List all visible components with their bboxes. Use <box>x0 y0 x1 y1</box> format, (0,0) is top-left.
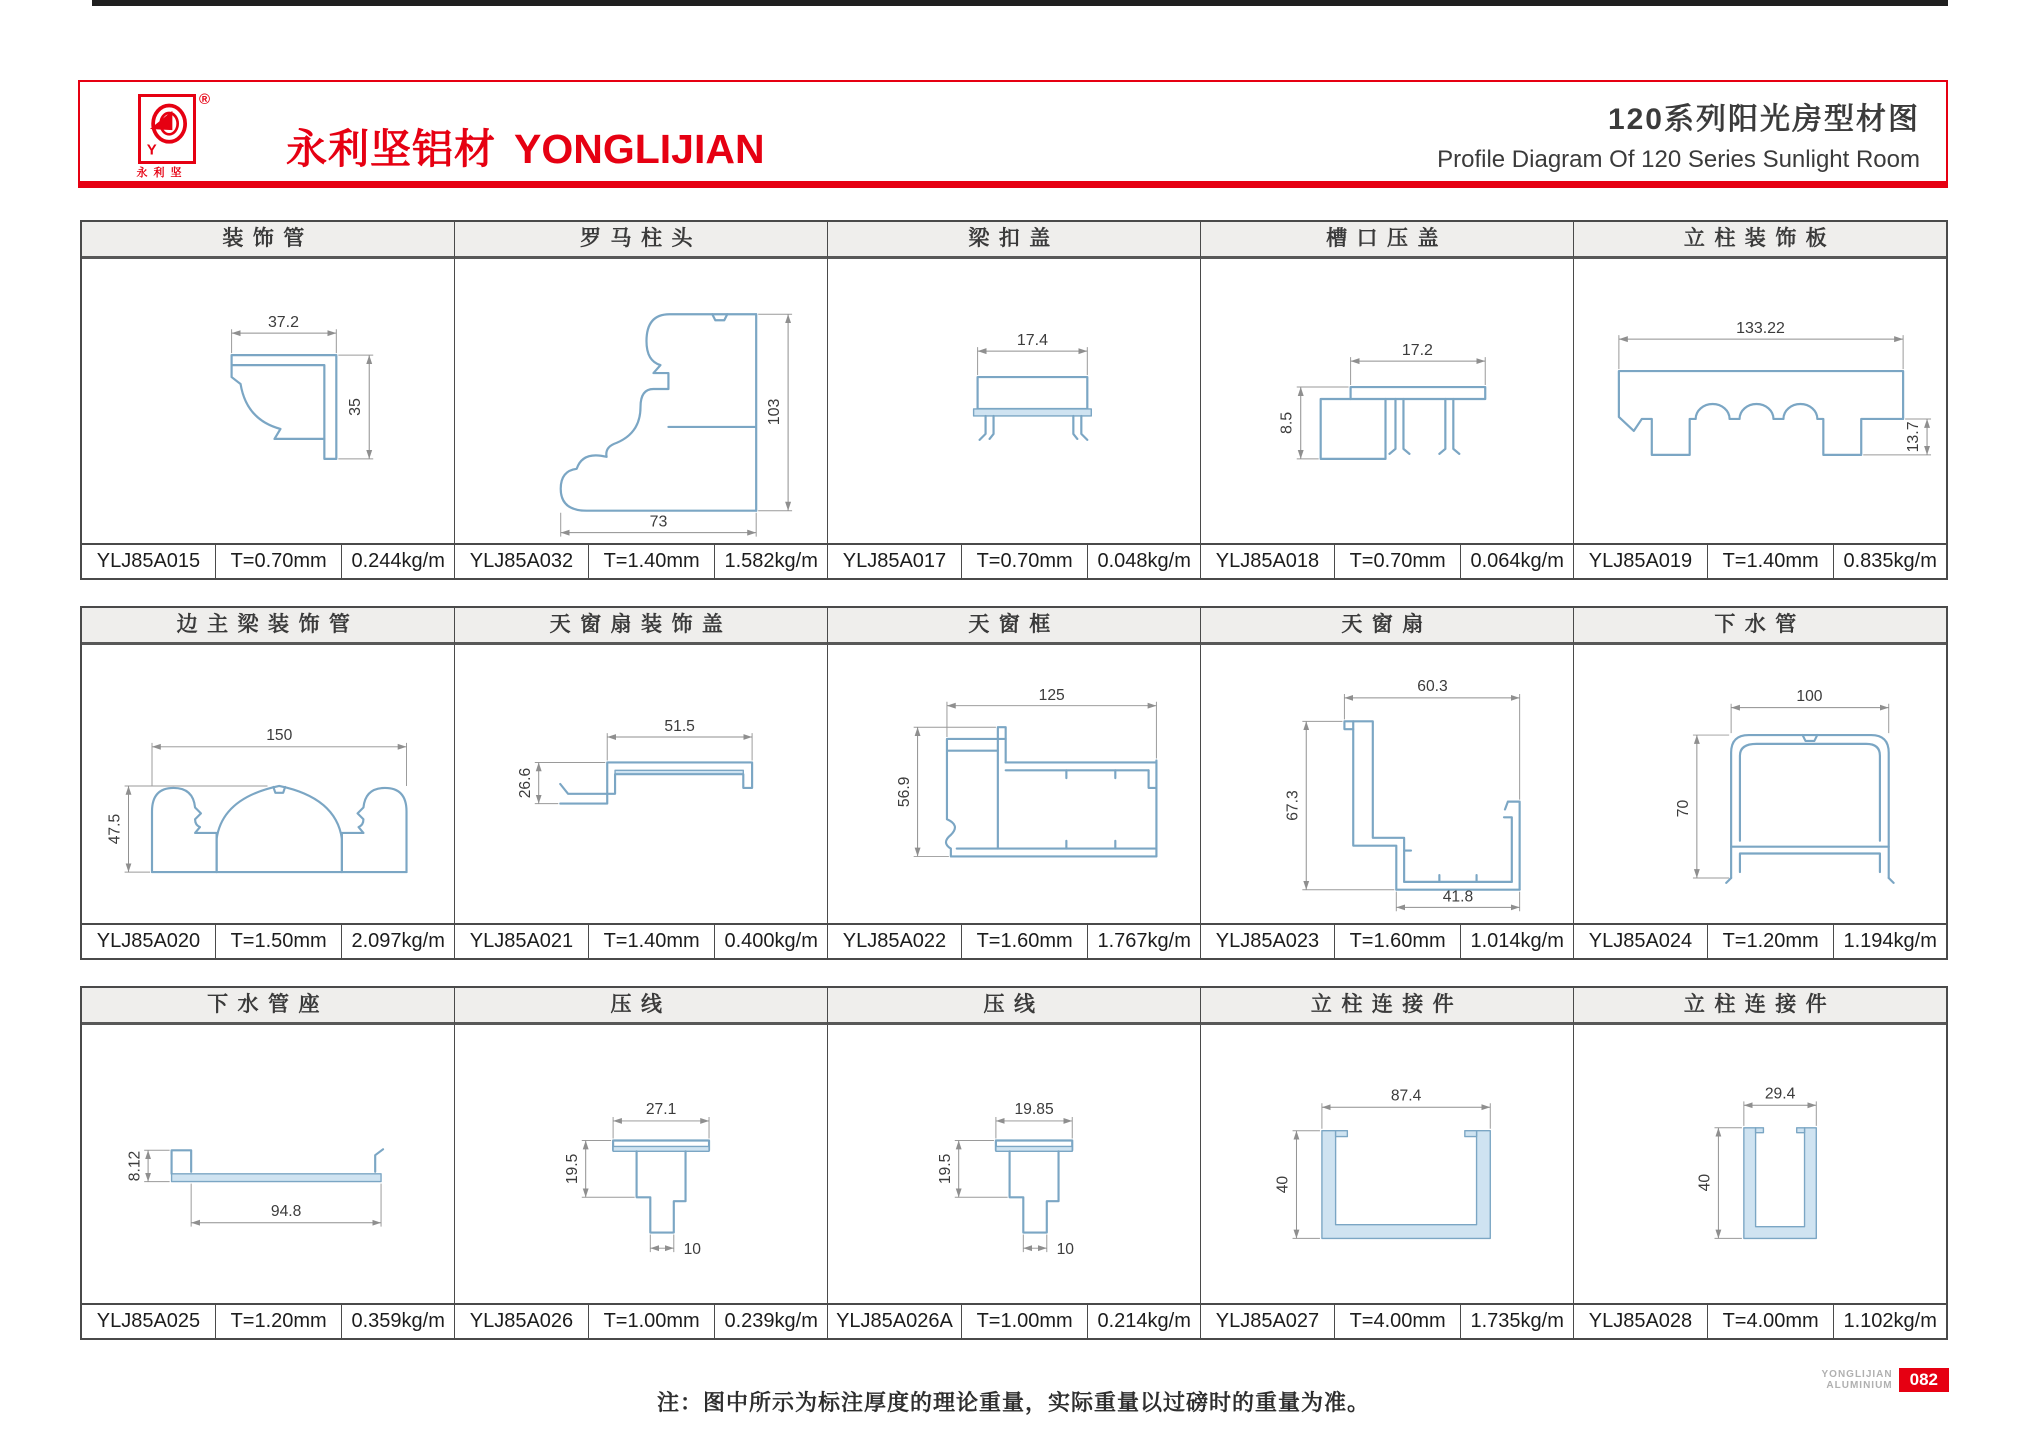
brand-name <box>286 116 765 175</box>
weight-cell: 1.735kg/m <box>1470 1310 1564 1332</box>
page-titles <box>1437 94 1920 174</box>
dim-label: 13.7 <box>1905 421 1923 453</box>
spec-row <box>82 543 1946 578</box>
dim-label: 35 <box>347 398 365 416</box>
profile-drawing-glazing-bead-a <box>455 1025 828 1303</box>
spec-group <box>828 1305 1201 1338</box>
page-header <box>78 80 1948 188</box>
dim-label: 41.8 <box>1442 888 1474 906</box>
profile-drawing-beam-clip-cover <box>828 259 1201 543</box>
drawing-row <box>82 259 1946 543</box>
spec-group <box>455 925 828 958</box>
weight-cell: 0.064kg/m <box>1470 550 1564 572</box>
cell-title: 槽口压盖 <box>1201 222 1574 259</box>
model-cell: YLJ85A015 <box>82 545 216 578</box>
dim-label: 70 <box>1675 799 1693 818</box>
dim-label: 26.6 <box>516 767 534 799</box>
spec-group <box>1574 1305 1946 1338</box>
weight-cell: 0.048kg/m <box>1097 550 1191 572</box>
cell-title: 下水管座 <box>82 988 455 1025</box>
model-cell: YLJ85A020 <box>82 925 216 958</box>
model-cell: YLJ85A023 <box>1201 925 1335 958</box>
dim-label: 125 <box>1038 686 1065 704</box>
page-title-en: Profile Diagram Of 120 Series Sunlight Room <box>1437 146 1920 173</box>
spec-group <box>455 545 828 578</box>
thickness-cell: T=0.70mm <box>1335 545 1461 578</box>
title-row <box>82 222 1946 259</box>
brand-name-cn: 永利坚铝材 <box>286 126 496 172</box>
logo-small-text: 永利坚 <box>136 167 188 179</box>
weight-cell: 2.097kg/m <box>351 930 445 952</box>
cell-title: 立柱连接件 <box>1574 988 1946 1025</box>
spec-row <box>82 923 1946 958</box>
registered-mark: ® <box>199 91 211 108</box>
dim-label: 17.2 <box>1401 342 1433 360</box>
dim-label: 10 <box>1056 1241 1075 1259</box>
profile-drawing-column-connector-a <box>1201 1025 1574 1303</box>
cell-title: 梁扣盖 <box>828 222 1201 259</box>
model-cell: YLJ85A018 <box>1201 545 1335 578</box>
weight-cell: 0.835kg/m <box>1843 550 1937 572</box>
dim-label: 103 <box>766 398 784 426</box>
profile-drawing-roman-column-head <box>455 259 828 543</box>
spec-group <box>1201 545 1574 578</box>
profile-drawing-glazing-bead-b <box>828 1025 1201 1303</box>
dim-label: 8.12 <box>126 1150 144 1182</box>
profile-drawing-skylight-frame <box>828 645 1201 923</box>
dim-label: 60.3 <box>1417 678 1448 696</box>
model-cell: YLJ85A027 <box>1201 1305 1335 1338</box>
cell-title: 罗马柱头 <box>455 222 828 259</box>
page-number-badge: 082 <box>1899 1368 1949 1392</box>
profile-drawing-column-decor-plate <box>1574 259 1946 543</box>
profile-drawing-column-connector-b <box>1574 1025 1946 1303</box>
cell-title: 装饰管 <box>82 222 455 259</box>
thickness-cell: T=0.70mm <box>962 545 1088 578</box>
brand-logo-mark <box>141 97 193 161</box>
footer-brand-line1: YONGLIJIAN <box>1821 1369 1893 1380</box>
model-cell: YLJ85A026 <box>455 1305 589 1338</box>
weight-cell: 1.194kg/m <box>1843 930 1937 952</box>
brand-name-en: YONGLIJIAN <box>514 126 765 172</box>
brand-logo <box>138 91 211 164</box>
profile-table-row-2 <box>80 606 1948 960</box>
thickness-cell: T=0.70mm <box>216 545 342 578</box>
dim-label: 29.4 <box>1764 1085 1796 1103</box>
drawing-row <box>82 1025 1946 1303</box>
profile-drawing-edge-beam-decor-tube <box>82 645 455 923</box>
profile-drawing-decorative-tube <box>82 259 455 543</box>
cell-title: 压线 <box>828 988 1201 1025</box>
cell-title: 边主梁装饰管 <box>82 608 455 645</box>
title-row <box>82 988 1946 1025</box>
thickness-cell: T=1.40mm <box>589 545 715 578</box>
dim-label: 51.5 <box>664 718 695 736</box>
spec-group <box>455 1305 828 1338</box>
thickness-cell: T=1.00mm <box>962 1305 1088 1338</box>
scan-edge-strip <box>92 0 1948 6</box>
weight-cell: 1.767kg/m <box>1097 930 1191 952</box>
dim-label: 87.4 <box>1390 1087 1422 1105</box>
thickness-cell: T=1.20mm <box>216 1305 342 1338</box>
dim-label: 27.1 <box>645 1101 677 1119</box>
model-cell: YLJ85A022 <box>828 925 962 958</box>
profile-drawing-skylight-sash <box>1201 645 1574 923</box>
spec-group <box>1574 925 1946 958</box>
weight-cell: 1.582kg/m <box>724 550 818 572</box>
dim-label: 40 <box>1696 1173 1714 1192</box>
dim-label: 150 <box>266 726 293 744</box>
dim-label: 100 <box>1796 687 1823 705</box>
weight-cell: 1.014kg/m <box>1470 930 1564 952</box>
weight-cell: 0.239kg/m <box>724 1310 818 1332</box>
thickness-cell: T=1.20mm <box>1708 925 1834 958</box>
footer-brand-line2: ALUMINIUM <box>1826 1380 1893 1391</box>
model-cell: YLJ85A025 <box>82 1305 216 1338</box>
footer-brand-text <box>1822 1369 1893 1391</box>
cell-title: 天窗扇 <box>1201 608 1574 645</box>
spec-row <box>82 1303 1946 1338</box>
profile-drawing-downpipe-seat <box>82 1025 455 1303</box>
model-cell: YLJ85A024 <box>1574 925 1708 958</box>
brand-logo-frame <box>138 94 196 164</box>
spec-group <box>1201 1305 1574 1338</box>
thickness-cell: T=1.40mm <box>589 925 715 958</box>
page-footer-brand <box>1822 1368 1950 1392</box>
weight-cell: 0.244kg/m <box>351 550 445 572</box>
thickness-cell: T=1.00mm <box>589 1305 715 1338</box>
cell-title: 立柱装饰板 <box>1574 222 1946 259</box>
thickness-cell: T=4.00mm <box>1708 1305 1834 1338</box>
cell-title: 立柱连接件 <box>1201 988 1574 1025</box>
spec-group <box>82 925 455 958</box>
svg-text:Y: Y <box>146 141 157 159</box>
model-cell: YLJ85A028 <box>1574 1305 1708 1338</box>
dim-label: 67.3 <box>1284 790 1302 821</box>
profile-drawing-downpipe <box>1574 645 1946 923</box>
spec-group <box>82 1305 455 1338</box>
cell-title: 下水管 <box>1574 608 1946 645</box>
weight-cell: 0.359kg/m <box>351 1310 445 1332</box>
profile-drawing-skylight-sash-decor-cover <box>455 645 828 923</box>
model-cell: YLJ85A017 <box>828 545 962 578</box>
thickness-cell: T=1.60mm <box>962 925 1088 958</box>
model-cell: YLJ85A032 <box>455 545 589 578</box>
dim-label: 8.5 <box>1278 411 1296 435</box>
dim-label: 17.4 <box>1016 332 1048 350</box>
weight-cell: 1.102kg/m <box>1843 1310 1937 1332</box>
profile-table-row-1 <box>80 220 1948 580</box>
dim-label: 40 <box>1274 1175 1292 1194</box>
weight-cell: 0.400kg/m <box>724 930 818 952</box>
dim-label: 56.9 <box>895 776 913 808</box>
dim-label: 94.8 <box>270 1202 302 1220</box>
thickness-cell: T=4.00mm <box>1335 1305 1461 1338</box>
spec-group <box>828 545 1201 578</box>
cell-title: 压线 <box>455 988 828 1025</box>
spec-group <box>1201 925 1574 958</box>
dim-label: 37.2 <box>267 314 299 332</box>
dim-label: 73 <box>649 513 668 531</box>
dim-label: 10 <box>683 1241 702 1259</box>
cell-title: 天窗扇装饰盖 <box>455 608 828 645</box>
thickness-cell: T=1.50mm <box>216 925 342 958</box>
dim-label: 19.5 <box>936 1153 954 1185</box>
drawing-row <box>82 645 1946 923</box>
weight-cell: 0.214kg/m <box>1097 1310 1191 1332</box>
page-note: 注：图中所示为标注厚度的理论重量，实际重量以过磅时的重量为准。 <box>656 1390 1370 1415</box>
title-row <box>82 608 1946 645</box>
dim-label: 47.5 <box>106 813 124 845</box>
model-cell: YLJ85A021 <box>455 925 589 958</box>
dim-label: 19.5 <box>563 1153 581 1185</box>
thickness-cell: T=1.60mm <box>1335 925 1461 958</box>
profile-table-row-3 <box>80 986 1948 1340</box>
dim-label: 133.22 <box>1736 320 1785 338</box>
thickness-cell: T=1.40mm <box>1708 545 1834 578</box>
page-title-cn: 120系列阳光房型材图 <box>1607 103 1920 136</box>
profile-drawing-slot-cover <box>1201 259 1574 543</box>
spec-group <box>828 925 1201 958</box>
model-cell: YLJ85A026A <box>828 1305 962 1338</box>
model-cell: YLJ85A019 <box>1574 545 1708 578</box>
spec-group <box>82 545 455 578</box>
cell-title: 天窗框 <box>828 608 1201 645</box>
spec-group <box>1574 545 1946 578</box>
dim-label: 19.85 <box>1014 1101 1054 1119</box>
